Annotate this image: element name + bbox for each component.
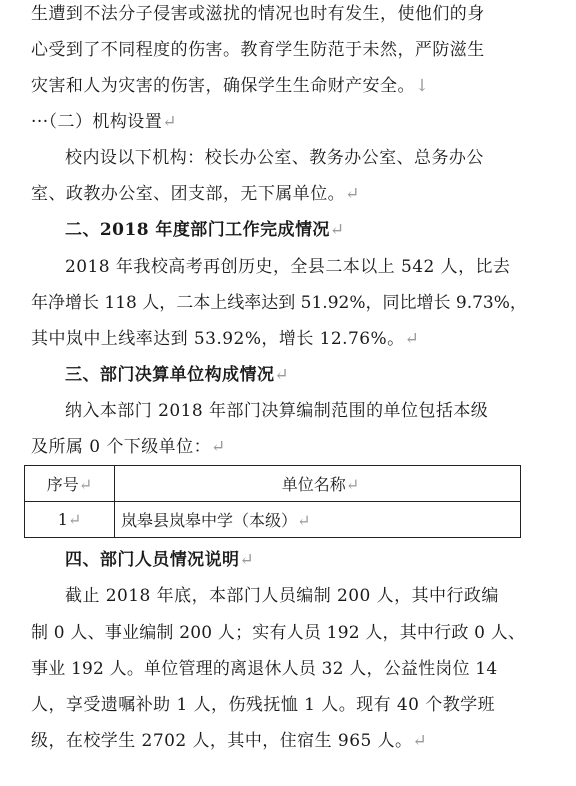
cell-index: 1↵ [25,502,115,538]
body-line-10 [31,328,419,350]
paragraph-mark: ↵ [404,329,420,349]
line-text: 级，在校学生 2702 人，其中，住宿生 965 人。 [31,731,413,751]
body-line-9 [31,292,527,314]
body-line-3 [31,75,430,97]
line-text: 二、2018 年度部门工作完成情况 [65,220,330,240]
table-row [25,502,521,538]
line-break-mark: ↓ [414,76,430,96]
section-heading-personnel [65,549,254,571]
line-text: 制 0 人、事业编制 200 人；实有人员 192 人，其中行政 0 人、 [31,623,526,643]
body-line-18 [31,694,495,716]
line-text: 校内设以下机构：校长办公室、教务办公室、总务办公 [65,148,484,168]
line-text: 事业 192 人。单位管理的离退休人员 32 人，公益性岗位 14 [31,659,498,679]
unit-table [24,465,521,538]
paragraph-mark: ↵ [345,184,360,204]
body-line-5 [65,147,484,169]
body-line-2 [31,39,485,61]
section-heading-2018-work [65,219,345,241]
line-text: 及所属 0 个下级单位： [31,437,212,457]
line-text: 生遭到不法分子侵害或滋扰的情况也时有发生，使他们的身 [31,4,485,24]
paragraph-mark: ↵ [211,437,226,457]
body-line-12 [65,400,488,422]
line-text: 纳入本部门 2018 年部门决算编制范围的单位包括本级 [65,401,489,421]
body-line-13 [31,436,226,458]
line-text: 人，享受遗嘱补助 1 人，伤残抚恤 1 人。现有 40 个教学班 [31,695,496,715]
line-text: 室、政教办公室、团支部，无下属单位。 [31,184,346,204]
line-text: 其中岚中上线率达到 53.92%，增长 12.76%。 [31,329,405,349]
header-cell-index: 序号↵ [25,466,115,502]
table-header-row [25,466,521,502]
paragraph-mark: ↵ [162,112,177,132]
body-line-19 [31,730,427,752]
line-text: 四、部门人员情况说明 [65,550,240,570]
paragraph-mark: ↵ [274,365,290,385]
body-line-17 [31,658,497,680]
paragraph-mark: ↵ [239,550,255,570]
section-heading-units [65,364,289,386]
line-text: 心受到了不同程度的伤害。教育学生防范于未然，严防滋生 [31,40,485,60]
section-heading-2-institutions [31,111,177,133]
cell-unit-name: 岚皋县岚皋中学（本级）↵ [115,502,521,538]
line-text: 三、部门决算单位构成情况 [65,365,275,385]
header-cell-unit-name: 单位名称↵ [115,466,521,502]
paragraph-mark: ↵ [412,731,428,751]
body-line-15 [65,585,499,607]
body-line-16 [31,622,525,644]
line-text: 灾害和人为灾害的伤害，确保学生生命财产安全。 [31,76,415,96]
line-text: 2018 年我校高考再创历史，全县二本以上 542 人，比去 [65,257,511,277]
line-text: 年净增长 118 人，二本上线率达到 51.92%，同比增长 9.73%， [31,293,527,313]
body-line-1 [31,3,485,25]
body-line-6 [31,183,360,205]
body-line-8 [65,256,510,278]
paragraph-mark: ↵ [329,220,345,240]
line-text: 截止 2018 年底，本部门人员编制 200 人，其中行政编 [65,586,499,606]
line-text: ···（二）机构设置 [31,112,163,132]
